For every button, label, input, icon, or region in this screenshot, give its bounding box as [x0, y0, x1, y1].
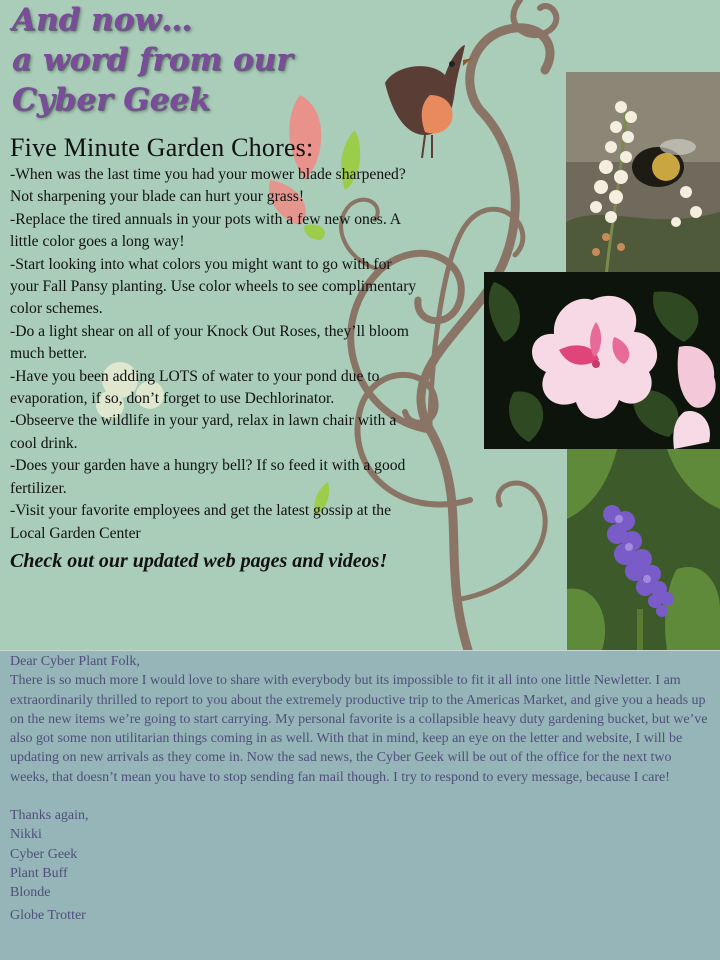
signature-line: Blonde	[10, 885, 51, 901]
letter-greeting: Dear Cyber Plant Folk,	[10, 654, 140, 669]
chore-item: -Visit your favorite employees and get the latest gossip at the Local Garden Center	[10, 502, 392, 542]
letter-body: There is so much more I would love to share with everybody but its impossible to fit it all into one little Newletter. I am extraordinarily thrilled to report to you about the extremely productive trip to the Americas Market, and give you a heads up on the new items we’re going to start carrying. My personal favorite is a collapsible heavy duty gardening bucket, but we’ve also got some non utilitarian things coming in as well. With that in mind, keep an eye on the letter and website, I will be updating on new arrivals as they come in. Now the sad news, the Cyber Geek will be out of the office for the next two weeks, that doesn’t mean you have to stop sending fan mail though. I try to respond to every message, because I care!	[10, 673, 708, 785]
signature-line: Nikki	[10, 827, 42, 843]
butterfly-bush-photo	[567, 449, 720, 650]
garden-chores-section	[10, 132, 422, 575]
bee-flower-photo	[566, 72, 720, 278]
chores-title: Five Minute Garden Chores:	[10, 133, 314, 162]
chore-item: -Does your garden have a hungry bell? If so feed it with a good fertilizer.	[10, 457, 406, 497]
heading-line-2: a word from our	[12, 42, 293, 78]
chore-item: -Replace the tired annuals in your pots with a few new ones. A little color goes a long way!	[10, 210, 401, 251]
chore-item: -Start looking into what colors you might want to go with for your Fall Pansy planting. Use color wheels to see complimentary color schemes.	[10, 255, 417, 318]
chore-item: -Have you been adding LOTS of water to your pond due to evaporation, if so, don’t forget to use Dechlorinator.	[10, 367, 380, 408]
signature-line: Plant Buff	[10, 865, 68, 881]
heading-line-3: Cyber Geek	[12, 82, 211, 118]
signature-line: Globe Trotter	[10, 907, 86, 923]
letter-panel	[0, 650, 720, 960]
page-heading	[12, 0, 293, 120]
letter-closing: Thanks again,	[10, 808, 89, 824]
signature-line: Cyber Geek	[10, 846, 78, 862]
chore-item: -When was the last time you had your mower blade sharpened? Not sharpening your blade can hurt your grass!	[10, 166, 406, 206]
heading-line-1: And now…	[12, 2, 192, 38]
web-pages-callout[interactable]: Check out our updated web pages and videos!	[10, 549, 388, 572]
chore-item: -Obseerve the wildlife in your yard, relax in lawn chair with a cool drink.	[10, 412, 397, 452]
chore-item: -Do a light shear on all of your Knock Out Roses, they’ll bloom much better.	[10, 322, 409, 363]
azalea-photo	[484, 272, 720, 449]
